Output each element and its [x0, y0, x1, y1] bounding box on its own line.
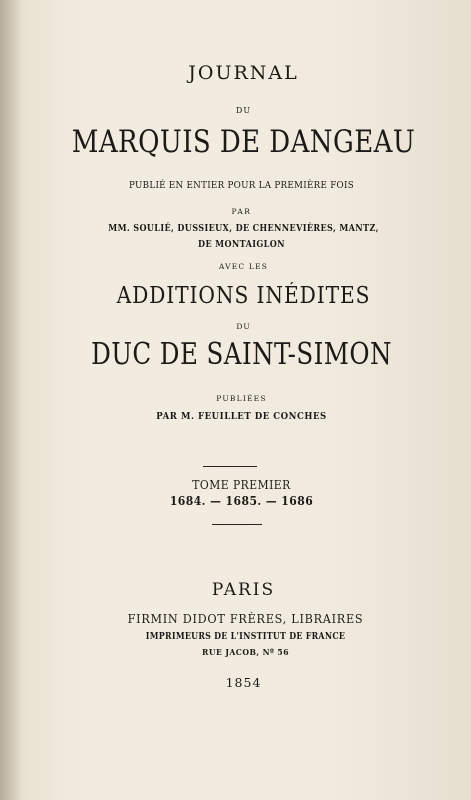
imprint-printers: IMPRIMEURS DE L'INSTITUT DE FRANCE	[145, 632, 346, 642]
subtitle-publie: PUBLIÉ EN ENTIER POUR LA PREMIÈRE FOIS	[129, 180, 354, 191]
connector-du-2: DU	[236, 322, 251, 331]
connector-par: PAR	[231, 207, 252, 216]
volume-label: TOME PREMIER	[192, 478, 291, 492]
imprint-city: PARIS	[211, 580, 276, 600]
volume-years: 1684. — 1685. — 1686	[169, 494, 314, 508]
authors-line-1: MM. SOULIÉ, DUSSIEUX, DE CHENNEVIÈRES, MANTZ,	[108, 224, 379, 234]
divider-bottom	[212, 524, 262, 525]
connector-publiees: PUBLIÉES	[216, 394, 267, 403]
title-marquis: MARQUIS DE DANGEAU	[71, 124, 416, 160]
title-journal: JOURNAL	[188, 62, 299, 84]
imprint-year: 1854	[225, 675, 262, 690]
connector-avec-les: AVEC LES	[218, 262, 269, 271]
authors-line-2: DE MONTAIGLON	[198, 240, 285, 250]
divider-top	[203, 466, 257, 467]
connector-du-1: DU	[235, 106, 252, 115]
editor-feuillet: PAR M. FEUILLET DE CONCHES	[156, 411, 327, 422]
title-additions: ADDITIONS INÉDITES	[116, 283, 371, 309]
imprint-address: RUE JACOB, Nº 56	[202, 648, 289, 658]
title-duc-de-saint-simon: DUC DE SAINT-SIMON	[91, 337, 392, 372]
imprint-publisher: FIRMIN DIDOT FRÈRES, LIBRAIRES	[127, 611, 364, 626]
